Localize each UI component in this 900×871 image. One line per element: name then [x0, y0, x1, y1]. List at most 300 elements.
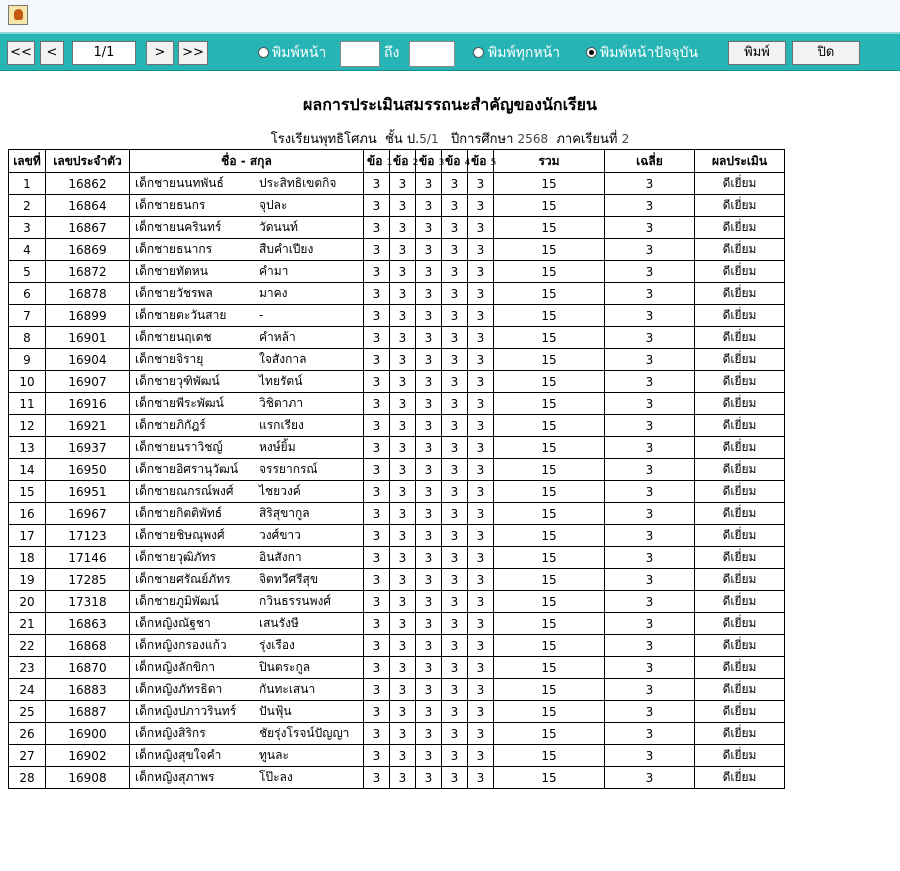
cell-name	[130, 393, 364, 415]
cell-total: 15	[494, 371, 605, 393]
report-subtitle	[0, 128, 900, 149]
print-range-radio[interactable]	[258, 47, 269, 58]
cell-average: 3	[605, 723, 695, 745]
cell-item-1: 3	[364, 217, 390, 239]
student-last-name: คำมา	[259, 264, 289, 278]
cell-no: 20	[9, 591, 46, 613]
cell-result: ดีเยี่ยม	[695, 723, 785, 745]
cell-total: 15	[494, 261, 605, 283]
cell-average: 3	[605, 635, 695, 657]
cell-name	[130, 723, 364, 745]
cell-no: 19	[9, 569, 46, 591]
student-first-name: เด็กชายพีระพัฒน์	[135, 396, 224, 410]
cell-item-5: 3	[468, 613, 494, 635]
cell-item-2: 3	[390, 349, 416, 371]
cell-item-4: 3	[442, 701, 468, 723]
cell-average: 3	[605, 459, 695, 481]
cell-no: 15	[9, 481, 46, 503]
cell-item-2: 3	[390, 437, 416, 459]
table-row	[9, 459, 785, 481]
table-row	[9, 415, 785, 437]
item-number: 5	[490, 157, 497, 168]
cell-item-4: 3	[442, 349, 468, 371]
cell-result: ดีเยี่ยม	[695, 415, 785, 437]
cell-name	[130, 371, 364, 393]
cell-student-id: 16904	[46, 349, 130, 371]
cell-student-id: 16937	[46, 437, 130, 459]
cell-student-id: 16899	[46, 305, 130, 327]
cell-item-5: 3	[468, 283, 494, 305]
student-first-name: เด็กหญิงกรองแก้ว	[135, 638, 227, 652]
student-first-name: เด็กชายวุฒิภัทร	[135, 550, 216, 564]
cell-student-id: 16902	[46, 745, 130, 767]
cell-item-3: 3	[416, 525, 442, 547]
cell-item-3: 3	[416, 437, 442, 459]
cell-item-5: 3	[468, 393, 494, 415]
cell-no: 14	[9, 459, 46, 481]
cell-item-3: 3	[416, 635, 442, 657]
cell-total: 15	[494, 701, 605, 723]
cell-no: 22	[9, 635, 46, 657]
cell-item-5: 3	[468, 723, 494, 745]
item-word: ข้อ	[445, 153, 461, 168]
cell-item-1: 3	[364, 437, 390, 459]
cell-average: 3	[605, 481, 695, 503]
cell-item-2: 3	[390, 327, 416, 349]
table-row	[9, 723, 785, 745]
table-row	[9, 745, 785, 767]
cell-total: 15	[494, 481, 605, 503]
cell-no: 1	[9, 173, 46, 195]
cell-item-5: 3	[468, 745, 494, 767]
table-row	[9, 569, 785, 591]
cell-item-1: 3	[364, 503, 390, 525]
prev-page-button[interactable]: <	[40, 41, 64, 65]
print-range-label: พิมพ์หน้า	[272, 45, 327, 61]
cell-item-3: 3	[416, 173, 442, 195]
cell-item-4: 3	[442, 635, 468, 657]
cell-no: 28	[9, 767, 46, 789]
cell-name	[130, 745, 364, 767]
cell-item-1: 3	[364, 305, 390, 327]
cell-item-5: 3	[468, 261, 494, 283]
cell-name	[130, 217, 364, 239]
print-all-radio[interactable]	[473, 47, 484, 58]
cell-student-id: 16916	[46, 393, 130, 415]
cell-total: 15	[494, 195, 605, 217]
cell-item-2: 3	[390, 613, 416, 635]
first-page-button[interactable]: <<	[7, 41, 35, 65]
student-first-name: เด็กชายกิตติพัทธ์	[135, 506, 223, 520]
cell-result: ดีเยี่ยม	[695, 679, 785, 701]
cell-item-4: 3	[442, 745, 468, 767]
cell-average: 3	[605, 767, 695, 789]
cell-no: 17	[9, 525, 46, 547]
cell-no: 4	[9, 239, 46, 261]
table-row	[9, 613, 785, 635]
student-first-name: เด็กชายนฤเดช	[135, 330, 212, 344]
cell-result: ดีเยี่ยม	[695, 393, 785, 415]
cell-item-1: 3	[364, 569, 390, 591]
cell-item-4: 3	[442, 173, 468, 195]
item-number: 4	[464, 157, 471, 168]
cell-item-2: 3	[390, 459, 416, 481]
cell-item-4: 3	[442, 393, 468, 415]
cell-name	[130, 679, 364, 701]
student-last-name: วิชิตาภา	[259, 396, 304, 410]
cell-item-3: 3	[416, 261, 442, 283]
cell-total: 15	[494, 327, 605, 349]
table-row	[9, 327, 785, 349]
student-first-name: เด็กหญิงสิริกร	[135, 726, 206, 740]
last-page-button[interactable]: >>	[178, 41, 208, 65]
cell-average: 3	[605, 437, 695, 459]
cell-name	[130, 767, 364, 789]
cell-student-id: 16900	[46, 723, 130, 745]
cell-total: 15	[494, 767, 605, 789]
table-row	[9, 195, 785, 217]
cell-result: ดีเยี่ยม	[695, 701, 785, 723]
app-icon	[8, 5, 28, 25]
student-last-name: ทูนละ	[259, 748, 289, 762]
cell-item-1: 3	[364, 283, 390, 305]
cell-item-2: 3	[390, 305, 416, 327]
close-button[interactable]: ปิด	[792, 41, 860, 65]
student-last-name: -	[259, 308, 264, 322]
cell-total: 15	[494, 525, 605, 547]
year-label: ปีการศึกษา	[451, 132, 514, 147]
cell-result: ดีเยี่ยม	[695, 283, 785, 305]
cell-student-id: 16908	[46, 767, 130, 789]
cell-no: 5	[9, 261, 46, 283]
print-button[interactable]: พิมพ์	[728, 41, 786, 65]
year-value: 2568	[517, 132, 549, 146]
cell-total: 15	[494, 503, 605, 525]
cell-student-id: 16887	[46, 701, 130, 723]
cell-item-3: 3	[416, 745, 442, 767]
table-header-row	[9, 150, 785, 173]
cell-item-2: 3	[390, 547, 416, 569]
cell-average: 3	[605, 415, 695, 437]
cell-name	[130, 349, 364, 371]
cell-total: 15	[494, 239, 605, 261]
student-last-name: ไชยวงค์	[259, 484, 301, 498]
cell-item-5: 3	[468, 415, 494, 437]
student-first-name: เด็กหญิงลักขิกา	[135, 660, 215, 674]
cell-item-2: 3	[390, 283, 416, 305]
print-to-input[interactable]	[409, 41, 455, 67]
cell-item-3: 3	[416, 349, 442, 371]
student-last-name: หงษ์ยิ้ม	[259, 440, 296, 454]
cell-student-id: 16867	[46, 217, 130, 239]
cell-average: 3	[605, 569, 695, 591]
cell-item-4: 3	[442, 679, 468, 701]
cell-item-1: 3	[364, 459, 390, 481]
student-last-name: กันทะเสนา	[259, 682, 316, 696]
table-row	[9, 767, 785, 789]
student-last-name: ชัยรุ่งโรจน์ปัญญา	[259, 726, 350, 740]
cell-item-1: 3	[364, 349, 390, 371]
student-first-name: เด็กชายธนกร	[135, 198, 206, 212]
cell-item-1: 3	[364, 657, 390, 679]
cell-name	[130, 459, 364, 481]
cell-item-3: 3	[416, 371, 442, 393]
cell-average: 3	[605, 195, 695, 217]
item-word: ข้อ	[393, 153, 409, 168]
cell-item-5: 3	[468, 437, 494, 459]
cell-no: 2	[9, 195, 46, 217]
header-student-id: เลขประจำตัว	[46, 150, 130, 173]
header-average: เฉลี่ย	[605, 150, 695, 173]
table-row	[9, 371, 785, 393]
cell-result: ดีเยี่ยม	[695, 525, 785, 547]
cell-item-4: 3	[442, 459, 468, 481]
page-indicator: 1/1	[72, 41, 136, 65]
cell-item-3: 3	[416, 481, 442, 503]
cell-total: 15	[494, 657, 605, 679]
item-word: ข้อ	[471, 153, 487, 168]
student-last-name: มาคง	[259, 286, 288, 300]
cell-item-5: 3	[468, 481, 494, 503]
cell-average: 3	[605, 261, 695, 283]
cell-item-4: 3	[442, 239, 468, 261]
cell-result: ดีเยี่ยม	[695, 437, 785, 459]
cell-result: ดีเยี่ยม	[695, 481, 785, 503]
cell-no: 3	[9, 217, 46, 239]
cell-no: 6	[9, 283, 46, 305]
cell-item-3: 3	[416, 503, 442, 525]
cell-item-2: 3	[390, 173, 416, 195]
student-last-name: อินสังกา	[259, 550, 302, 564]
cell-item-1: 3	[364, 327, 390, 349]
cell-name	[130, 525, 364, 547]
cell-name	[130, 195, 364, 217]
table-row	[9, 393, 785, 415]
cell-name	[130, 635, 364, 657]
cell-item-3: 3	[416, 767, 442, 789]
student-last-name: จรรยากรณ์	[259, 462, 318, 476]
cell-average: 3	[605, 217, 695, 239]
cell-item-5: 3	[468, 173, 494, 195]
table-row	[9, 503, 785, 525]
student-last-name: วัดนนท์	[259, 220, 298, 234]
next-page-button[interactable]: >	[146, 41, 174, 65]
cell-item-4: 3	[442, 591, 468, 613]
student-last-name: ประสิทธิเขตกิจ	[259, 176, 337, 190]
cell-item-1: 3	[364, 371, 390, 393]
student-last-name: สืบคำเปียง	[259, 242, 314, 256]
cell-item-5: 3	[468, 371, 494, 393]
cell-name	[130, 437, 364, 459]
student-first-name: เด็กชายจิรายุ	[135, 352, 204, 366]
cell-item-3: 3	[416, 591, 442, 613]
cell-item-1: 3	[364, 701, 390, 723]
report-title: ผลการประเมินสมรรถนะสำคัญของนักเรียน	[303, 95, 597, 114]
cell-average: 3	[605, 679, 695, 701]
cell-student-id: 16864	[46, 195, 130, 217]
cell-no: 24	[9, 679, 46, 701]
cell-average: 3	[605, 239, 695, 261]
cell-item-3: 3	[416, 239, 442, 261]
cell-total: 15	[494, 415, 605, 437]
cell-total: 15	[494, 679, 605, 701]
cell-total: 15	[494, 459, 605, 481]
student-first-name: เด็กชายนครินทร์	[135, 220, 222, 234]
table-row	[9, 701, 785, 723]
cell-item-1: 3	[364, 261, 390, 283]
cell-student-id: 16872	[46, 261, 130, 283]
cell-result: ดีเยี่ยม	[695, 327, 785, 349]
table-row	[9, 657, 785, 679]
cell-no: 10	[9, 371, 46, 393]
table-row	[9, 547, 785, 569]
cell-average: 3	[605, 591, 695, 613]
print-from-input[interactable]	[340, 41, 380, 67]
cell-item-2: 3	[390, 569, 416, 591]
cell-item-1: 3	[364, 745, 390, 767]
cell-item-2: 3	[390, 701, 416, 723]
cell-item-1: 3	[364, 481, 390, 503]
cell-item-3: 3	[416, 415, 442, 437]
cell-average: 3	[605, 327, 695, 349]
cell-total: 15	[494, 635, 605, 657]
cell-item-5: 3	[468, 701, 494, 723]
cell-item-3: 3	[416, 569, 442, 591]
cell-item-3: 3	[416, 679, 442, 701]
student-first-name: เด็กหญิงณัฐชา	[135, 616, 211, 630]
cell-student-id: 17123	[46, 525, 130, 547]
header-item-3	[416, 150, 445, 173]
print-to-label: ถึง	[384, 45, 400, 61]
cell-item-1: 3	[364, 591, 390, 613]
print-current-label: พิมพ์หน้าปัจจุบัน	[600, 45, 699, 61]
assessment-table	[8, 149, 785, 789]
student-last-name: เสนรังษี	[259, 616, 299, 630]
cell-average: 3	[605, 393, 695, 415]
cell-no: 7	[9, 305, 46, 327]
cell-item-5: 3	[468, 591, 494, 613]
cell-result: ดีเยี่ยม	[695, 173, 785, 195]
cell-item-5: 3	[468, 239, 494, 261]
table-row	[9, 591, 785, 613]
print-all-label: พิมพ์ทุกหน้า	[488, 45, 561, 61]
cell-student-id: 17285	[46, 569, 130, 591]
class-label: ชั้น ป.	[385, 132, 420, 147]
title-bar	[0, 0, 900, 33]
cell-item-1: 3	[364, 679, 390, 701]
cell-student-id: 17146	[46, 547, 130, 569]
student-first-name: เด็กหญิงสุภาพร	[135, 770, 215, 784]
cell-total: 15	[494, 283, 605, 305]
cell-result: ดีเยี่ยม	[695, 239, 785, 261]
cell-total: 15	[494, 547, 605, 569]
cell-no: 26	[9, 723, 46, 745]
cell-item-3: 3	[416, 195, 442, 217]
cell-student-id: 16870	[46, 657, 130, 679]
cell-no: 25	[9, 701, 46, 723]
cell-average: 3	[605, 547, 695, 569]
student-last-name: ใจสังกาล	[259, 352, 307, 366]
cell-item-3: 3	[416, 657, 442, 679]
cell-average: 3	[605, 525, 695, 547]
item-number: 1	[386, 157, 393, 168]
cell-result: ดีเยี่ยม	[695, 349, 785, 371]
cell-average: 3	[605, 503, 695, 525]
cell-student-id: 16868	[46, 635, 130, 657]
cell-no: 27	[9, 745, 46, 767]
cell-item-4: 3	[442, 657, 468, 679]
header-result: ผลประเมิน	[695, 150, 785, 173]
cell-item-1: 3	[364, 195, 390, 217]
cell-no: 21	[9, 613, 46, 635]
table-row	[9, 283, 785, 305]
cell-total: 15	[494, 613, 605, 635]
cell-item-4: 3	[442, 569, 468, 591]
cell-item-4: 3	[442, 415, 468, 437]
cell-total: 15	[494, 569, 605, 591]
cell-result: ดีเยี่ยม	[695, 613, 785, 635]
cell-item-3: 3	[416, 217, 442, 239]
student-first-name: เด็กหญิงภัทรธิดา	[135, 682, 223, 696]
student-last-name: ไทยรัตน์	[259, 374, 303, 388]
cell-item-4: 3	[442, 437, 468, 459]
cell-student-id: 16883	[46, 679, 130, 701]
cell-student-id: 16901	[46, 327, 130, 349]
student-first-name: เด็กหญิงสุขใจคำ	[135, 748, 222, 762]
cell-total: 15	[494, 349, 605, 371]
cell-result: ดีเยี่ยม	[695, 195, 785, 217]
cell-student-id: 16921	[46, 415, 130, 437]
student-first-name: เด็กชายภูมิพัฒน์	[135, 594, 219, 608]
student-last-name: วงศ์ขาว	[259, 528, 301, 542]
student-last-name: ปินตระกูล	[259, 660, 311, 674]
cell-item-1: 3	[364, 767, 390, 789]
cell-item-3: 3	[416, 701, 442, 723]
cell-no: 9	[9, 349, 46, 371]
student-last-name: จิตทวีศรีสุข	[259, 572, 319, 586]
cell-item-5: 3	[468, 503, 494, 525]
cell-item-5: 3	[468, 349, 494, 371]
cell-item-5: 3	[468, 327, 494, 349]
table-row	[9, 349, 785, 371]
cell-total: 15	[494, 217, 605, 239]
cell-result: ดีเยี่ยม	[695, 371, 785, 393]
student-first-name: เด็กชายธนากร	[135, 242, 213, 256]
cell-student-id: 17318	[46, 591, 130, 613]
print-current-radio[interactable]	[586, 47, 597, 58]
cell-item-5: 3	[468, 635, 494, 657]
cell-student-id: 16967	[46, 503, 130, 525]
term-label: ภาคเรียนที่	[556, 132, 618, 147]
cell-item-1: 3	[364, 635, 390, 657]
cell-item-2: 3	[390, 767, 416, 789]
student-last-name: ปันฟุ้น	[259, 704, 292, 718]
table-row	[9, 217, 785, 239]
header-item-1	[364, 150, 393, 173]
cell-item-5: 3	[468, 305, 494, 327]
cell-item-3: 3	[416, 547, 442, 569]
table-row	[9, 173, 785, 195]
cell-item-2: 3	[390, 657, 416, 679]
student-first-name: เด็กชายนนทพันธ์	[135, 176, 224, 190]
cell-item-5: 3	[468, 459, 494, 481]
cell-name	[130, 327, 364, 349]
cell-name	[130, 613, 364, 635]
cell-name	[130, 239, 364, 261]
cell-item-2: 3	[390, 415, 416, 437]
cell-item-1: 3	[364, 239, 390, 261]
school-name: โรงเรียนพุทธิโศภน	[270, 132, 377, 147]
